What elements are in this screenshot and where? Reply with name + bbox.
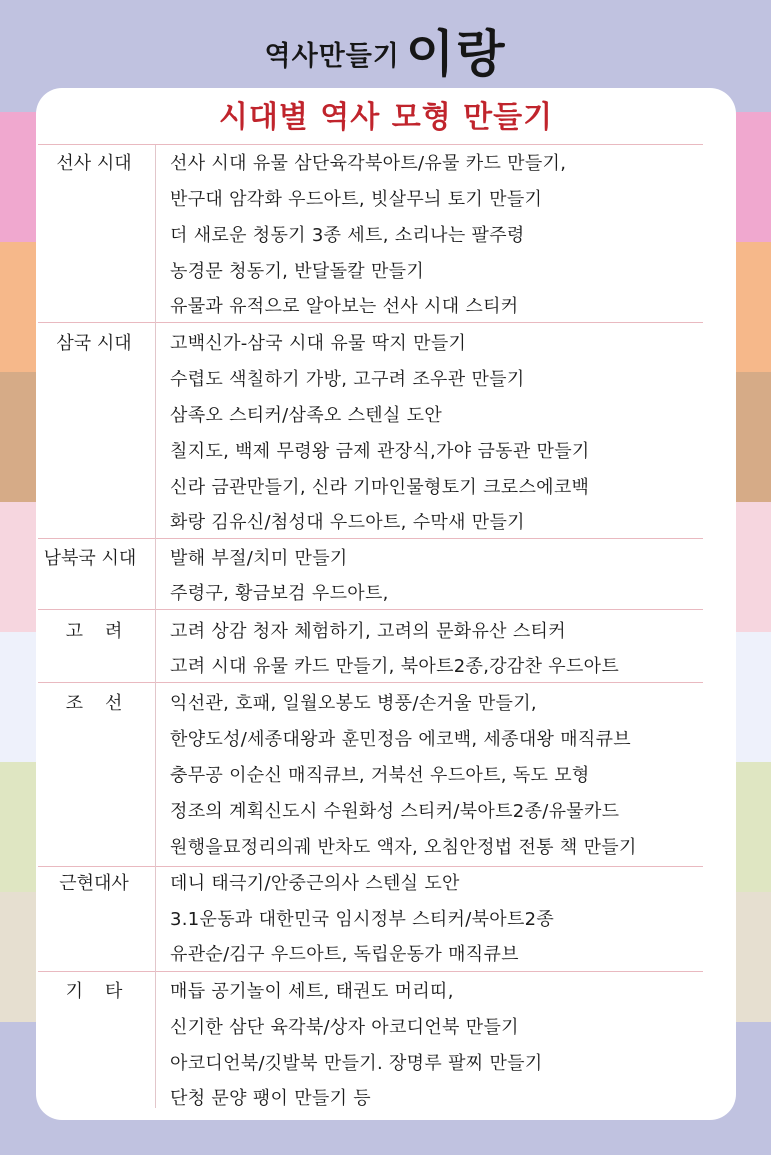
column-divider	[155, 145, 156, 1108]
list-item: 유관순/김구 우드아트, 독립운동가 매직큐브	[170, 944, 519, 965]
brand-big-text: 이랑	[405, 25, 507, 83]
list-item: 신라 금관만들기, 신라 기마인물형토기 크로스에코백	[170, 477, 590, 498]
list-item: 칠지도, 백제 무령왕 금제 관장식,가야 금동관 만들기	[170, 441, 590, 462]
list-item: 농경문 청동기, 반달돌칼 만들기	[170, 261, 425, 282]
list-item: 아코디언북/깃발북 만들기. 장명루 팔찌 만들기	[170, 1053, 543, 1074]
list-item: 삼족오 스티커/삼족오 스텐실 도안	[170, 405, 443, 426]
list-item: 선사 시대 유물 삼단육각북아트/유물 카드 만들기,	[170, 153, 567, 174]
category-label: 기타	[65, 981, 145, 1002]
category-label: 고려	[65, 621, 145, 642]
category-label: 남북국 시대	[43, 548, 137, 569]
list-item: 화랑 김유신/첨성대 우드아트, 수막새 만들기	[170, 512, 525, 533]
list-item: 고백신가-삼국 시대 유물 딱지 만들기	[170, 333, 467, 354]
list-item: 정조의 계획신도시 수원화성 스티커/북아트2종/유물카드	[170, 801, 620, 822]
list-item: 수렵도 색칠하기 가방, 고구려 조우관 만들기	[170, 369, 525, 390]
list-item: 데니 태극기/안중근의사 스텐실 도안	[170, 873, 460, 894]
title-divider	[38, 144, 703, 145]
category-label: 조선	[65, 693, 145, 714]
list-item: 원행을묘정리의궤 반차도 액자, 오침안정법 전통 책 만들기	[170, 837, 637, 858]
page-title: 시대별 역사 모형 만들기	[218, 100, 554, 135]
list-item: 유물과 유적으로 알아보는 선사 시대 스티커	[170, 296, 519, 317]
list-item: 고려 시대 유물 카드 만들기, 북아트2종,강감찬 우드아트	[170, 656, 620, 677]
brand-small-text: 역사만들기	[264, 41, 400, 72]
list-item: 단청 문양 팽이 만들기 등	[170, 1088, 371, 1109]
list-item: 발해 부절/치미 만들기	[170, 548, 348, 569]
list-item: 3.1운동과 대한민국 임시정부 스티커/북아트2종	[170, 909, 555, 930]
list-item: 더 새로운 청동기 3종 세트, 소리나는 팔주령	[170, 225, 525, 246]
list-item: 충무공 이순신 매직큐브, 거북선 우드아트, 독도 모형	[170, 765, 590, 786]
category-label: 삼국 시대	[56, 333, 132, 354]
category-label: 근현대사	[59, 873, 129, 894]
list-item: 한양도성/세종대왕과 훈민정음 에코백, 세종대왕 매직큐브	[170, 729, 631, 750]
list-item: 고려 상감 청자 체험하기, 고려의 문화유산 스티커	[170, 621, 566, 642]
list-item: 신기한 삼단 육각북/상자 아코디언북 만들기	[170, 1017, 519, 1038]
list-item: 반구대 암각화 우드아트, 빗살무늬 토기 만들기	[170, 189, 543, 210]
category-label: 선사 시대	[56, 153, 132, 174]
list-item: 주령구, 황금보검 우드아트,	[170, 583, 389, 604]
brand-logo	[0, 14, 771, 86]
list-item: 매듭 공기놀이 세트, 태권도 머리띠,	[170, 981, 454, 1002]
list-item: 익선관, 호패, 일월오봉도 병풍/손거울 만들기,	[170, 693, 537, 714]
